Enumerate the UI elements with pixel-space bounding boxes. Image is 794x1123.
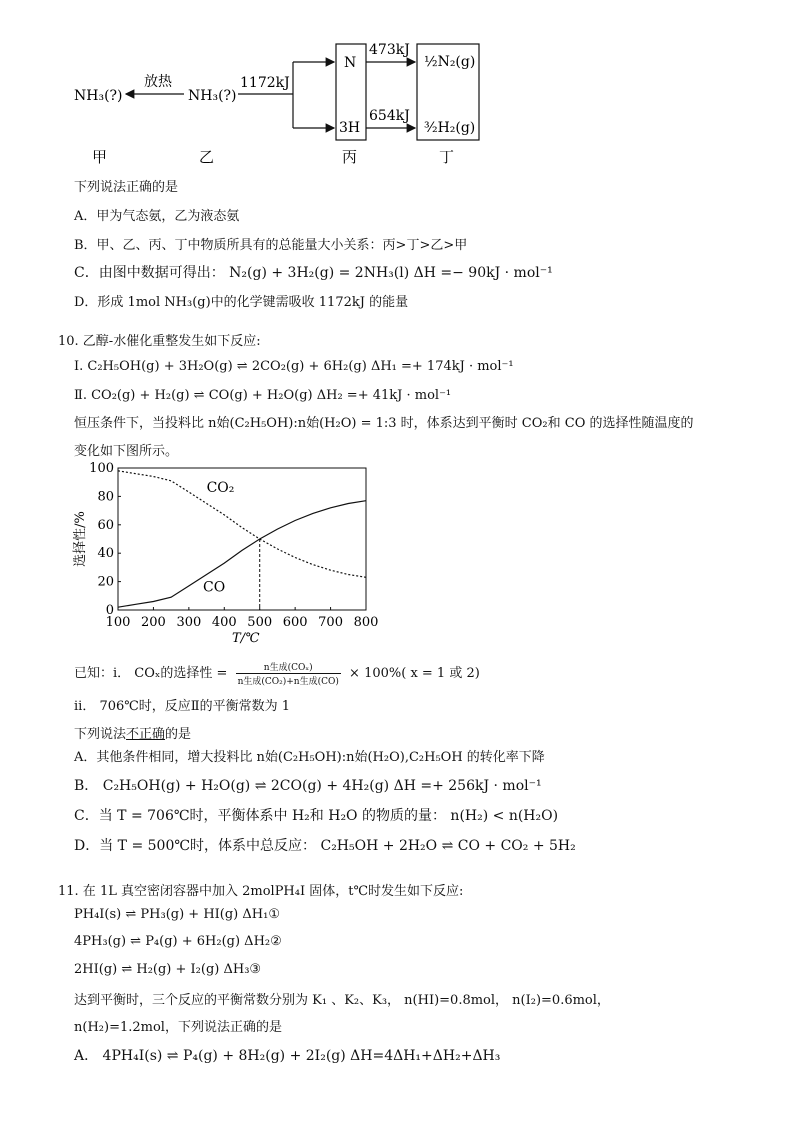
x-tick-label: 100 [105,615,131,630]
q9-option-d: D．形成 1mol NH₃(g)中的化学键需吸收 1172kJ 的能量 [74,295,409,310]
q10-prompt-underlined: 不正确 [126,727,166,742]
ding-top-species: ½N₂(g) [424,54,476,70]
y-axis-label: 选择性/% [73,511,88,567]
x-tick-label: 700 [318,615,343,630]
q10-prompt-pre: 下列说法 [74,727,127,742]
y-tick-label: 60 [97,517,114,533]
y-tick-label: 100 [89,461,114,476]
q11-reaction-1: PH₄I(s) ⇌ PH₃(g) + HI(g) ΔH₁① [74,907,280,922]
q10-title: 10. 乙醇-水催化重整发生如下反应: [58,334,261,349]
fraction-denominator: n生成(CO₂)+n生成(CO) [237,677,339,687]
series-co2-label: CO₂ [206,480,235,497]
x-axis-label: T/℃ [232,631,260,646]
plot-frame [118,468,366,610]
q9-option-a: A．甲为气态氨，乙为液态氨 [74,209,240,224]
q9-prompt: 下列说法正确的是 [74,180,179,195]
q10-option-c: C．当 T = 706℃时，平衡体系中 H₂和 H₂O 的物质的量： n(H₂) < n(H₂O) [74,808,559,824]
label-bing: 丙 [342,148,358,166]
q11-option-a: A． 4PH₄I(s) ⇌ P₄(g) + 8H₂(g) + 2I₂(g) ΔH=4ΔH₁+ΔH₂+ΔH₃ [74,1048,501,1064]
bing-top-atom: N [344,55,357,71]
energy-654: 654kJ [369,108,410,124]
q9-option-b: B．甲、乙、丙、丁中物质所具有的总能量大小关系：丙>丁>乙>甲 [74,238,468,253]
q11-condition-1: 达到平衡时，三个反应的平衡常数分别为 K₁ 、K₂、K₃， n(HI)=0.8mol， n(I₂)=0.6mol， [74,993,610,1008]
label-ding: 丁 [439,148,455,166]
selectivity-chart [70,458,390,653]
q10-known-ii: ii． 706℃时，反应Ⅱ的平衡常数为 1 [74,699,291,714]
q10-prompt-post: 的是 [165,727,192,742]
energy-diagram [0,0,794,175]
label-yi: 乙 [199,148,215,166]
fraction-numerator: n生成(COₓ) [236,660,341,674]
y-tick-label: 20 [97,574,114,590]
y-tick-label: 40 [97,546,114,562]
exothermic-label: 放热 [144,74,172,90]
x-tick-label: 500 [247,615,273,630]
x-tick-label: 800 [353,615,379,630]
q10-reaction-2: Ⅱ. CO₂(g) + H₂(g) ⇌ CO(g) + H₂O(g) ΔH₂ =+ 41kJ · mol⁻¹ [74,388,452,403]
known-i-prefix: 已知：i． COₓ的选择性 = [74,666,228,681]
selectivity-fraction [236,660,341,687]
series-co-line [118,501,366,608]
x-tick-label: 300 [176,615,202,630]
q10-reaction-1: Ⅰ. C₂H₅OH(g) + 3H₂O(g) ⇌ 2CO₂(g) + 6H₂(g) ΔH₁ =+ 174kJ · mol⁻¹ [74,359,514,374]
series-co-label: CO [203,579,226,596]
bing-bottom-atom: 3H [339,120,361,136]
q10-condition-1: 恒压条件下，当投料比 n始(C₂H₅OH):n始(H₂O) = 1:3 时，体系达到平衡时 CO₂和 CO 的选择性随温度的 [74,416,694,431]
x-tick-label: 600 [282,615,308,630]
q11-reaction-3: 2HI(g) ⇌ H₂(g) + I₂(g) ΔH₃③ [74,962,262,977]
x-tick-label: 200 [141,615,166,630]
y-tick-label: 80 [97,489,114,505]
q10-prompt [74,723,191,742]
q9-option-c: C．由图中数据可得出： N₂(g) + 3H₂(g) = 2NH₃(l) ΔH =− 90kJ · mol⁻¹ [74,265,553,281]
q10-option-a: A．其他条件相同，增大投料比 n始(C₂H₅OH):n始(H₂O),C₂H₅OH 的转化率下降 [74,750,545,765]
q10-option-d: D．当 T = 500℃时，体系中总反应： C₂H₅OH + 2H₂O ⇌ CO + CO₂ + 5H₂ [74,838,576,854]
series-co2-line [118,471,366,578]
q11-title: 11. 在 1L 真空密闭容器中加入 2molPH₄I 固体，t℃时发生如下反应: [58,884,464,899]
energy-1172: 1172kJ [240,75,290,91]
label-jia: 甲 [92,148,108,166]
q10-condition-2: 变化如下图所示。 [74,444,179,459]
energy-473: 473kJ [369,42,410,58]
y-tick-label: 0 [105,603,114,618]
ding-bottom-species: ³⁄₂H₂(g) [424,120,476,136]
yi-formula: NH₃(?) [188,88,237,104]
q10-known-i [74,660,480,687]
q11-reaction-2: 4PH₃(g) ⇌ P₄(g) + 6H₂(g) ΔH₂② [74,934,282,949]
x-tick-label: 400 [211,615,237,630]
jia-formula: NH₃(?) [74,88,123,104]
known-i-suffix: × 100%( x = 1 或 2) [349,666,480,681]
q10-option-b: B． C₂H₅OH(g) + H₂O(g) ⇌ 2CO(g) + 4H₂(g) ΔH =+ 256kJ · mol⁻¹ [74,778,542,794]
q11-condition-2: n(H₂)=1.2mol，下列说法正确的是 [74,1020,282,1035]
